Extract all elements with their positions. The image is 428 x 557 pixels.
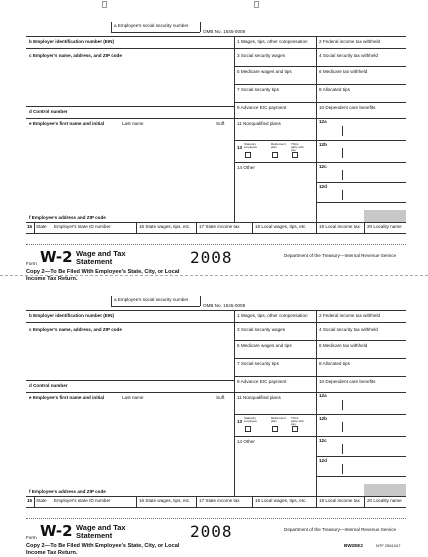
wage-tax-title: Wage and Tax: [76, 523, 126, 532]
box-3-label: 3 Social security wages: [237, 53, 286, 58]
box-7-label: 7 Social security tips: [237, 87, 279, 92]
form-rule-line: [342, 148, 343, 158]
box-b-label: b Employer identification number (EIN): [29, 39, 114, 44]
form-rule-line: [234, 162, 316, 163]
box-12d-label: 12d: [319, 184, 327, 189]
retirement-plan-checkbox[interactable]: [272, 152, 278, 158]
box-e-suff-label: Suff.: [216, 121, 226, 126]
form-word: Form: [26, 535, 37, 540]
box-12c-label: 12c: [319, 438, 327, 443]
copy-instruction-line2: Income Tax Return.: [26, 276, 78, 282]
box-17-label: 17 State income tax: [199, 498, 240, 503]
form-rule-line: [196, 222, 197, 233]
form-rule-line: [26, 310, 406, 311]
omb-number: OMB No. 1545-0008: [203, 303, 246, 308]
form-rule-line: [26, 233, 406, 234]
box-15-label: 15: [27, 498, 33, 503]
box-7-label: 7 Social security tips: [237, 361, 279, 366]
box-8-label: 8 Allocated tips: [319, 87, 350, 92]
ssn-label: a Employee's social security number: [114, 23, 189, 28]
form-rule-line: [111, 22, 112, 32]
box-20-label: 20 Locality name: [367, 224, 402, 229]
tax-year: 2008: [190, 522, 233, 541]
form-rule-line: [234, 102, 406, 103]
form-rule-line: [316, 436, 406, 437]
box-12a-label: 12a: [319, 119, 327, 124]
third-party-sick-pay-label: Third-party sick pay: [291, 142, 304, 152]
box-12b-label: 12b: [319, 142, 327, 147]
box-6-label: 6 Medicare tax withheld: [319, 343, 368, 348]
box-16-label: 16 State wages, tips, etc.: [139, 498, 191, 503]
shaded-area: [364, 210, 406, 222]
box-e-first-label: e Employee's first name and initial: [29, 395, 105, 400]
form-rule-line: [342, 400, 343, 410]
box-10-label: 10 Dependent care benefits: [319, 379, 376, 384]
box-d-label: d Control number: [29, 109, 68, 114]
box-12d-label: 12d: [319, 458, 327, 463]
box-16-label: 16 State wages, tips, etc.: [139, 224, 191, 229]
third-party-sick-pay-label: Third-party sick pay: [291, 416, 304, 426]
statutory-employee-checkbox[interactable]: [245, 152, 251, 158]
form-rule-line: [316, 140, 317, 222]
form-rule-line: [26, 322, 234, 323]
box-c-label: c Employer's name, address, and ZIP code: [29, 327, 122, 332]
form-rule-line: [26, 392, 234, 393]
form-rule-line: [234, 436, 316, 437]
copy-instruction-line2: Income Tax Return.: [26, 550, 78, 556]
box-18-label: 18 Local wages, tips, etc.: [255, 224, 307, 229]
form-rule-line: [252, 496, 253, 507]
form-rule-line: [342, 126, 343, 136]
box-19-label: 19 Local income tax: [319, 498, 360, 503]
box-13-label: 13: [237, 145, 243, 150]
box-12b-label: 12b: [319, 416, 327, 421]
box-5-label: 5 Medicare wages and tips: [237, 343, 292, 348]
form-rule-line: [364, 222, 365, 233]
box-e-first-label: e Employee's first name and initial: [29, 121, 105, 126]
form-rule-line: [200, 296, 201, 306]
form-rule-line: [234, 36, 235, 222]
box-3-label: 3 Social security wages: [237, 327, 286, 332]
form-rule-line: [316, 414, 317, 496]
box-2-label: 2 Federal income tax withheld: [319, 39, 381, 44]
omb-number: OMB No. 1545-0008: [203, 29, 246, 34]
wage-tax-title: Wage and Tax: [76, 249, 126, 258]
ssn-field[interactable]: [114, 30, 198, 31]
form-rule-line: [342, 190, 343, 200]
form-rule-line: [26, 106, 234, 107]
copy-instruction-line1: Copy 2—To Be Filed With Employee's State, City, or Local: [26, 269, 180, 275]
perforation-mark: [254, 1, 259, 8]
form-rule-line: [342, 444, 343, 454]
form-rule-line: [111, 296, 112, 306]
form-rule-line: [34, 496, 35, 507]
statutory-employee-label: Statutory employee: [244, 142, 258, 149]
state-id-label: Employer's state ID number: [54, 224, 111, 229]
box-e-last-label: Last name: [122, 121, 144, 126]
department-label: Department of the Treasury—Internal Revenue Service: [284, 527, 397, 532]
form-rule-line: [234, 414, 406, 415]
box-5-label: 5 Medicare wages and tips: [237, 69, 292, 74]
retirement-plan-label: Retirement plan: [271, 142, 286, 149]
retirement-plan-label: Retirement plan: [271, 416, 286, 423]
statement-title: Statement: [76, 531, 113, 540]
form-rule-line: [26, 507, 406, 508]
form-rule-line: [200, 22, 201, 32]
shaded-area: [364, 484, 406, 496]
form-rule-line: [34, 222, 35, 233]
form-rule-line: [26, 496, 406, 497]
box-2-label: 2 Federal income tax withheld: [319, 313, 381, 318]
form-rule-line: [316, 202, 406, 203]
form-rule-line: [234, 140, 406, 141]
box-c-label: c Employer's name, address, and ZIP code: [29, 53, 122, 58]
form-rule-line: [316, 310, 317, 414]
box-18-label: 18 Local wages, tips, etc.: [255, 498, 307, 503]
form-rule-line: [111, 306, 200, 307]
state-label: State: [36, 498, 47, 503]
form-rule-line: [234, 48, 406, 49]
w2-title: W-2: [40, 522, 73, 540]
retirement-plan-checkbox[interactable]: [272, 426, 278, 432]
copy-instruction-line1: Copy 2—To Be Filed With Employee's State, City, or Local: [26, 543, 180, 549]
box-8-label: 8 Allocated tips: [319, 361, 350, 366]
third-party-sick-pay-checkbox[interactable]: [292, 426, 298, 432]
form-rule-line: [196, 496, 197, 507]
w2-form-copy: [26, 22, 406, 282]
form-rule-line: [136, 496, 137, 507]
ssn-label: a Employee's social security number: [114, 297, 189, 302]
box-15-label: 15: [27, 224, 33, 229]
form-rule-line: [234, 340, 406, 341]
form-rule-line: [234, 322, 406, 323]
box-11-label: 11 Nonqualified plans: [237, 395, 281, 400]
form-rule-line: [316, 182, 406, 183]
state-label: State: [36, 224, 47, 229]
form-rule-line: [342, 464, 343, 474]
form-rule-line: [26, 118, 234, 119]
box-12a-label: 12a: [319, 393, 327, 398]
perforation-mark: [102, 1, 107, 8]
department-label: Department of the Treasury—Internal Revenue Service: [284, 253, 397, 258]
form-rule-line: [342, 422, 343, 432]
statutory-employee-checkbox[interactable]: [245, 426, 251, 432]
box-b-label: b Employer identification number (EIN): [29, 313, 114, 318]
box-13-label: 13: [237, 419, 243, 424]
box-f-label: f Employee's address and ZIP code: [29, 489, 106, 494]
box-4-label: 4 Social security tax withheld: [319, 53, 378, 58]
form-rule-line: [234, 66, 406, 67]
ntf-number: NTF 2561047: [376, 543, 401, 548]
form-rule-line: [26, 244, 406, 245]
tax-year: 2008: [190, 248, 233, 267]
form-rule-line: [234, 376, 406, 377]
box-19-label: 19 Local income tax: [319, 224, 360, 229]
form-rule-line: [234, 84, 406, 85]
box-1-label: 1 Wages, tips, other compensation: [237, 313, 308, 318]
form-rule-line: [316, 476, 406, 477]
form-word: Form: [26, 261, 37, 266]
form-rule-line: [252, 222, 253, 233]
state-id-label: Employer's state ID number: [54, 498, 111, 503]
box-6-label: 6 Medicare tax withheld: [319, 69, 368, 74]
form-rule-line: [342, 170, 343, 180]
box-14-label: 14 Other: [237, 439, 255, 444]
statement-title: Statement: [76, 257, 113, 266]
box-17-label: 17 State income tax: [199, 224, 240, 229]
box-d-label: d Control number: [29, 383, 68, 388]
form-rule-line: [111, 32, 200, 33]
box-14-label: 14 Other: [237, 165, 255, 170]
form-rule-line: [26, 518, 406, 519]
statutory-employee-label: Statutory employee: [244, 416, 258, 423]
form-code: BW2EE2: [344, 543, 363, 548]
form-rule-line: [26, 36, 406, 37]
form-rule-line: [364, 496, 365, 507]
form-rule-line: [26, 48, 234, 49]
box-11-label: 11 Nonqualified plans: [237, 121, 281, 126]
form-rule-line: [316, 36, 317, 140]
box-10-label: 10 Dependent care benefits: [319, 105, 376, 110]
form-rule-line: [316, 162, 406, 163]
box-e-suff-label: Suff.: [216, 395, 226, 400]
w2-title: W-2: [40, 248, 73, 266]
form-rule-line: [316, 456, 406, 457]
box-9-label: 9 Advance EIC payment: [237, 379, 287, 384]
form-rule-line: [316, 496, 317, 507]
form-rule-line: [26, 222, 406, 223]
third-party-sick-pay-checkbox[interactable]: [292, 152, 298, 158]
form-rule-line: [234, 358, 406, 359]
box-12c-label: 12c: [319, 164, 327, 169]
box-20-label: 20 Locality name: [367, 498, 402, 503]
ssn-field[interactable]: [114, 304, 198, 305]
box-4-label: 4 Social security tax withheld: [319, 327, 378, 332]
form-rule-line: [234, 310, 235, 496]
box-e-last-label: Last name: [122, 395, 144, 400]
box-f-label: f Employee's address and ZIP code: [29, 215, 106, 220]
w2-form-copy: [26, 296, 406, 556]
form-rule-line: [316, 222, 317, 233]
box-1-label: 1 Wages, tips, other compensation: [237, 39, 308, 44]
form-rule-line: [26, 380, 234, 381]
box-9-label: 9 Advance EIC payment: [237, 105, 287, 110]
form-rule-line: [136, 222, 137, 233]
